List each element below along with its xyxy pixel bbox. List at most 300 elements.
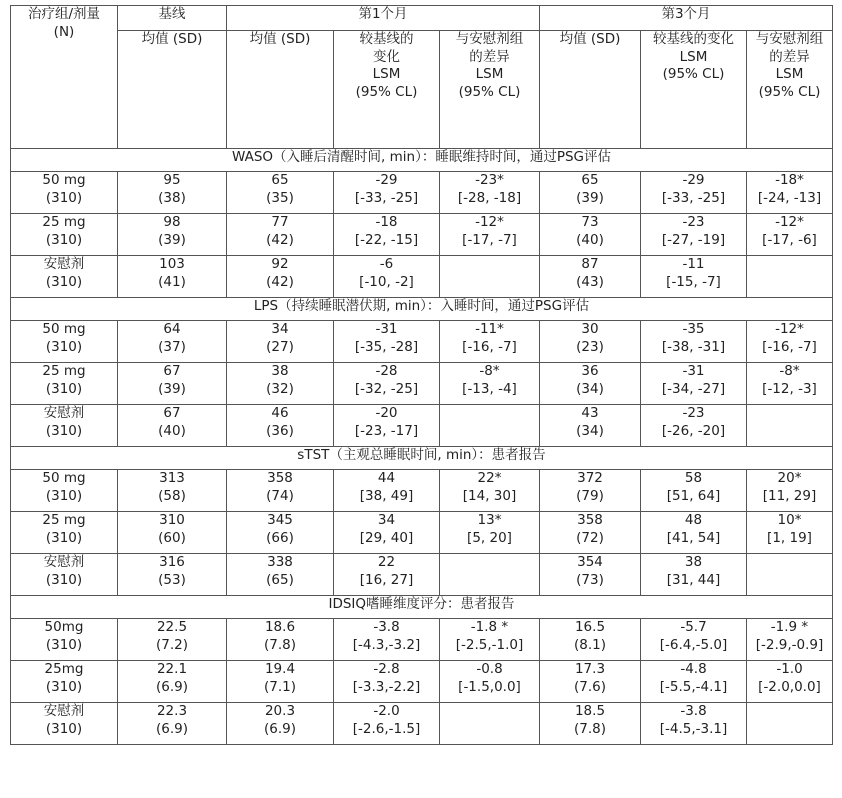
cell-value: -5.7 bbox=[680, 619, 707, 635]
cell-value: -1.8 * bbox=[470, 619, 509, 635]
cell-subvalue: (310) bbox=[45, 273, 83, 290]
cell-subvalue: (58) bbox=[158, 487, 186, 504]
cell-value: 20.3 bbox=[264, 703, 296, 719]
cell-group bbox=[11, 619, 118, 661]
cell-subvalue: (7.2) bbox=[155, 636, 188, 653]
cell-value: 16.5 bbox=[574, 619, 606, 635]
cell-m3-change bbox=[641, 619, 747, 661]
cell-base bbox=[118, 363, 227, 405]
cell-subvalue: [-33, -25] bbox=[354, 189, 419, 206]
cell-subvalue: (310) bbox=[45, 231, 83, 248]
cell-value: 43 bbox=[581, 405, 599, 421]
m3-diff-header: 与安慰剂组 的差异 LSM (95% CL) bbox=[747, 31, 833, 149]
cell-value: 20* bbox=[777, 470, 802, 486]
cell-m3-change bbox=[641, 554, 747, 596]
cell-m1-mean bbox=[227, 554, 334, 596]
cell-value: -8* bbox=[479, 363, 500, 379]
cell-subvalue: (310) bbox=[45, 636, 83, 653]
cell-value: 65 bbox=[581, 172, 599, 188]
cell-value: -29 bbox=[375, 172, 398, 188]
cell-subvalue: [51, 64] bbox=[666, 487, 721, 504]
section-header bbox=[11, 149, 833, 172]
section-title: LPS（持续睡眠潜伏期, min）：入睡时间，通过PSG评估 bbox=[11, 298, 833, 321]
cell-m1-change bbox=[334, 512, 440, 554]
cell-m3-diff bbox=[747, 661, 833, 703]
cell-value: -18 bbox=[375, 214, 398, 230]
cell-base bbox=[118, 703, 227, 745]
cell-value: -0.8 bbox=[476, 661, 503, 677]
cell-subvalue: (8.1) bbox=[573, 636, 606, 653]
cell-m3-diff bbox=[747, 321, 833, 363]
cell-subvalue: (310) bbox=[45, 678, 83, 695]
cell-subvalue: [-28, -18] bbox=[457, 189, 522, 206]
cell-m1-diff bbox=[440, 470, 540, 512]
cell-m3-change bbox=[641, 321, 747, 363]
cell-m3-change bbox=[641, 405, 747, 447]
cell-m1-mean bbox=[227, 405, 334, 447]
cell-base bbox=[118, 661, 227, 703]
cell-base bbox=[118, 256, 227, 298]
cell-subvalue: [-3.3,-2.2] bbox=[352, 678, 421, 695]
cell-subvalue: (39) bbox=[576, 189, 604, 206]
cell-m1-diff bbox=[440, 256, 540, 298]
m1-diff-header: 与安慰剂组 的差异 LSM (95% CL) bbox=[440, 31, 540, 149]
table-row bbox=[11, 470, 833, 512]
cell-m1-diff bbox=[440, 405, 540, 447]
cell-subvalue: (35) bbox=[266, 189, 294, 206]
table-row bbox=[11, 703, 833, 745]
cell-value: 95 bbox=[163, 172, 181, 188]
cell-group bbox=[11, 405, 118, 447]
cell-value: 22.3 bbox=[156, 703, 188, 719]
cell-value: 30 bbox=[581, 321, 599, 337]
cell-m1-change bbox=[334, 470, 440, 512]
cell-value: 22 bbox=[377, 554, 396, 570]
cell-value: 316 bbox=[159, 554, 185, 570]
cell-m1-diff bbox=[440, 554, 540, 596]
cell-subvalue: [1, 19] bbox=[767, 529, 812, 546]
cell-subvalue: [-2.6,-1.5] bbox=[352, 720, 421, 737]
cell-subvalue: (6.9) bbox=[263, 720, 296, 737]
results-table bbox=[10, 5, 833, 745]
cell-subvalue: [38, 49] bbox=[359, 487, 414, 504]
cell-m3-mean bbox=[540, 661, 641, 703]
cell-base bbox=[118, 512, 227, 554]
cell-value: -6 bbox=[379, 256, 394, 272]
cell-subvalue: (72) bbox=[576, 529, 604, 546]
cell-group bbox=[11, 363, 118, 405]
group-dose-header: 治疗组/剂量 (N) bbox=[11, 6, 118, 149]
cell-subvalue: [-6.4,-5.0] bbox=[659, 636, 728, 653]
cell-group bbox=[11, 321, 118, 363]
cell-subvalue: (39) bbox=[158, 380, 186, 397]
cell-value: -29 bbox=[682, 172, 705, 188]
cell-value: -3.8 bbox=[373, 619, 400, 635]
cell-value: 17.3 bbox=[574, 661, 606, 677]
cell-subvalue: [5, 20] bbox=[467, 529, 512, 546]
cell-m3-change bbox=[641, 661, 747, 703]
cell-subvalue: [-16, -7] bbox=[462, 338, 517, 355]
cell-subvalue: (7.6) bbox=[573, 678, 606, 695]
cell-subvalue: (42) bbox=[266, 273, 294, 290]
cell-subvalue: [-1.5,0.0] bbox=[458, 678, 521, 695]
cell-m3-diff bbox=[747, 214, 833, 256]
cell-subvalue: [-12, -3] bbox=[762, 380, 817, 397]
m1-mean-sd-header: 均值 (SD) bbox=[227, 31, 334, 149]
cell-value: 310 bbox=[159, 512, 185, 528]
cell-value: 34 bbox=[271, 321, 289, 337]
cell-base bbox=[118, 214, 227, 256]
cell-subvalue: (40) bbox=[158, 422, 186, 439]
cell-subvalue: [-32, -25] bbox=[354, 380, 419, 397]
cell-m3-mean bbox=[540, 256, 641, 298]
cell-value: 25mg bbox=[44, 661, 84, 677]
cell-value: 44 bbox=[377, 470, 396, 486]
month3-header: 第3个月 bbox=[540, 6, 833, 31]
cell-subvalue: [29, 40] bbox=[359, 529, 414, 546]
cell-value: -12* bbox=[775, 214, 804, 230]
cell-subvalue: [-17, -6] bbox=[762, 231, 817, 248]
cell-subvalue: (38) bbox=[158, 189, 186, 206]
cell-subvalue: [-10, -2] bbox=[359, 273, 414, 290]
cell-value: 92 bbox=[271, 256, 289, 272]
cell-value: 34 bbox=[377, 512, 396, 528]
cell-subvalue: (40) bbox=[576, 231, 604, 248]
cell-subvalue: (74) bbox=[266, 487, 294, 504]
cell-subvalue: [-13, -4] bbox=[462, 380, 517, 397]
cell-subvalue: [-5.5,-4.1] bbox=[659, 678, 728, 695]
cell-subvalue: (41) bbox=[158, 273, 186, 290]
cell-m1-mean bbox=[227, 470, 334, 512]
cell-m1-change bbox=[334, 256, 440, 298]
section-title: IDSIQ嗜睡维度评分：患者报告 bbox=[11, 596, 833, 619]
cell-value: 77 bbox=[271, 214, 289, 230]
cell-m3-mean bbox=[540, 554, 641, 596]
cell-value: 358 bbox=[577, 512, 603, 528]
cell-value: 372 bbox=[577, 470, 603, 486]
cell-group bbox=[11, 470, 118, 512]
cell-m1-change bbox=[334, 214, 440, 256]
table-row bbox=[11, 172, 833, 214]
cell-subvalue: [-2.5,-1.0] bbox=[455, 636, 524, 653]
cell-value: -1.9 * bbox=[770, 619, 809, 635]
cell-subvalue: [-16, -7] bbox=[762, 338, 817, 355]
cell-group bbox=[11, 256, 118, 298]
cell-subvalue: (310) bbox=[45, 487, 83, 504]
cell-m1-diff bbox=[440, 512, 540, 554]
baseline-header: 基线 bbox=[118, 6, 227, 31]
cell-group bbox=[11, 172, 118, 214]
cell-m1-mean bbox=[227, 321, 334, 363]
cell-subvalue: (6.9) bbox=[155, 678, 188, 695]
cell-value: 354 bbox=[577, 554, 603, 570]
cell-subvalue: [14, 30] bbox=[462, 487, 517, 504]
cell-value: 65 bbox=[271, 172, 289, 188]
table-row bbox=[11, 512, 833, 554]
cell-value: -11 bbox=[682, 256, 705, 272]
cell-m3-mean bbox=[540, 172, 641, 214]
cell-subvalue: (310) bbox=[45, 189, 83, 206]
cell-m3-mean bbox=[540, 470, 641, 512]
cell-value: -4.8 bbox=[680, 661, 707, 677]
cell-m1-change bbox=[334, 363, 440, 405]
baseline-mean-sd-header: 均值 (SD) bbox=[118, 31, 227, 149]
cell-base bbox=[118, 619, 227, 661]
cell-value: 安慰剂 bbox=[43, 256, 85, 272]
cell-value: 36 bbox=[581, 363, 599, 379]
cell-m3-change bbox=[641, 703, 747, 745]
cell-subvalue: (60) bbox=[158, 529, 186, 546]
cell-base bbox=[118, 470, 227, 512]
cell-group bbox=[11, 661, 118, 703]
cell-value: 338 bbox=[267, 554, 293, 570]
section-header bbox=[11, 447, 833, 470]
cell-subvalue: (310) bbox=[45, 422, 83, 439]
table-row bbox=[11, 619, 833, 661]
cell-m3-diff bbox=[747, 554, 833, 596]
cell-subvalue: [-38, -31] bbox=[661, 338, 726, 355]
cell-subvalue: (53) bbox=[158, 571, 186, 588]
cell-group bbox=[11, 554, 118, 596]
cell-value: 98 bbox=[163, 214, 181, 230]
cell-m1-diff bbox=[440, 214, 540, 256]
cell-value: 313 bbox=[159, 470, 185, 486]
table-body bbox=[11, 149, 833, 745]
cell-base bbox=[118, 321, 227, 363]
cell-m1-mean bbox=[227, 619, 334, 661]
section-title: sTST（主观总睡眠时间, min）：患者报告 bbox=[11, 447, 833, 470]
cell-m3-mean bbox=[540, 321, 641, 363]
cell-value: -18* bbox=[775, 172, 804, 188]
cell-subvalue: (37) bbox=[158, 338, 186, 355]
cell-value: -23 bbox=[682, 214, 705, 230]
cell-base bbox=[118, 172, 227, 214]
cell-value: 58 bbox=[684, 470, 703, 486]
cell-m3-diff bbox=[747, 703, 833, 745]
cell-base bbox=[118, 405, 227, 447]
cell-subvalue: [-26, -20] bbox=[661, 422, 726, 439]
section-header bbox=[11, 298, 833, 321]
cell-subvalue: (7.8) bbox=[263, 636, 296, 653]
cell-value: 103 bbox=[159, 256, 185, 272]
cell-m1-diff bbox=[440, 172, 540, 214]
cell-m3-mean bbox=[540, 214, 641, 256]
cell-m1-diff bbox=[440, 363, 540, 405]
cell-value: -1.0 bbox=[776, 661, 803, 677]
cell-m1-diff bbox=[440, 619, 540, 661]
cell-value: -11* bbox=[475, 321, 504, 337]
cell-m1-diff bbox=[440, 661, 540, 703]
m3-change-header: 较基线的变化 LSM (95% CL) bbox=[641, 31, 747, 149]
cell-m1-mean bbox=[227, 512, 334, 554]
cell-subvalue: [16, 27] bbox=[359, 571, 414, 588]
cell-m3-diff bbox=[747, 256, 833, 298]
cell-subvalue: [-4.5,-3.1] bbox=[659, 720, 728, 737]
cell-subvalue: [11, 29] bbox=[762, 487, 817, 504]
cell-subvalue: (79) bbox=[576, 487, 604, 504]
cell-value: 38 bbox=[684, 554, 703, 570]
cell-m1-mean bbox=[227, 703, 334, 745]
section-header bbox=[11, 596, 833, 619]
cell-value: -2.8 bbox=[373, 661, 400, 677]
cell-value: 87 bbox=[581, 256, 599, 272]
cell-subvalue: (42) bbox=[266, 231, 294, 248]
cell-subvalue: (34) bbox=[576, 422, 604, 439]
cell-value: 50 mg bbox=[42, 172, 86, 188]
month1-header: 第1个月 bbox=[227, 6, 540, 31]
cell-subvalue: (66) bbox=[266, 529, 294, 546]
cell-m3-change bbox=[641, 363, 747, 405]
cell-value: 22* bbox=[477, 470, 502, 486]
cell-m1-mean bbox=[227, 214, 334, 256]
cell-subvalue: (310) bbox=[45, 720, 83, 737]
cell-subvalue: [-4.3,-3.2] bbox=[352, 636, 421, 653]
cell-value: 18.5 bbox=[574, 703, 606, 719]
cell-group bbox=[11, 214, 118, 256]
cell-subvalue: (34) bbox=[576, 380, 604, 397]
cell-subvalue: [-2.0,0.0] bbox=[758, 678, 821, 695]
table-row bbox=[11, 363, 833, 405]
cell-m3-mean bbox=[540, 512, 641, 554]
cell-subvalue: (23) bbox=[576, 338, 604, 355]
cell-subvalue: (36) bbox=[266, 422, 294, 439]
cell-value: 64 bbox=[163, 321, 181, 337]
cell-value: 46 bbox=[271, 405, 289, 421]
cell-subvalue: [-27, -19] bbox=[661, 231, 726, 248]
cell-value: 安慰剂 bbox=[43, 703, 85, 719]
cell-subvalue: [-15, -7] bbox=[666, 273, 721, 290]
cell-m3-diff bbox=[747, 172, 833, 214]
cell-m1-mean bbox=[227, 172, 334, 214]
cell-m3-change bbox=[641, 172, 747, 214]
cell-value: -28 bbox=[375, 363, 398, 379]
cell-subvalue: [31, 44] bbox=[666, 571, 721, 588]
cell-m3-diff bbox=[747, 512, 833, 554]
cell-subvalue: (43) bbox=[576, 273, 604, 290]
cell-subvalue: (39) bbox=[158, 231, 186, 248]
cell-subvalue: [-33, -25] bbox=[661, 189, 726, 206]
cell-base bbox=[118, 554, 227, 596]
cell-m3-change bbox=[641, 214, 747, 256]
cell-subvalue: (310) bbox=[45, 571, 83, 588]
cell-m1-change bbox=[334, 172, 440, 214]
cell-m3-mean bbox=[540, 619, 641, 661]
cell-subvalue: [-35, -28] bbox=[354, 338, 419, 355]
cell-subvalue: (310) bbox=[45, 338, 83, 355]
table-row bbox=[11, 214, 833, 256]
cell-m3-mean bbox=[540, 363, 641, 405]
cell-subvalue: [41, 54] bbox=[666, 529, 721, 546]
cell-value: 安慰剂 bbox=[43, 405, 85, 421]
cell-value: 安慰剂 bbox=[43, 554, 85, 570]
cell-value: 67 bbox=[163, 405, 181, 421]
cell-value: -8* bbox=[779, 363, 800, 379]
cell-m1-change bbox=[334, 554, 440, 596]
cell-value: -23* bbox=[475, 172, 504, 188]
cell-value: -3.8 bbox=[680, 703, 707, 719]
cell-value: -35 bbox=[682, 321, 705, 337]
cell-m3-diff bbox=[747, 405, 833, 447]
cell-m1-mean bbox=[227, 256, 334, 298]
cell-value: -2.0 bbox=[373, 703, 400, 719]
cell-value: -31 bbox=[375, 321, 398, 337]
cell-subvalue: (27) bbox=[266, 338, 294, 355]
cell-m1-diff bbox=[440, 321, 540, 363]
cell-m1-change bbox=[334, 405, 440, 447]
cell-value: 10* bbox=[777, 512, 802, 528]
table-row bbox=[11, 554, 833, 596]
cell-value: 73 bbox=[581, 214, 599, 230]
cell-group bbox=[11, 512, 118, 554]
cell-value: 25 mg bbox=[42, 363, 86, 379]
cell-m1-change bbox=[334, 661, 440, 703]
m3-mean-sd-header: 均值 (SD) bbox=[540, 31, 641, 149]
cell-value: 50mg bbox=[44, 619, 84, 635]
cell-value: -20 bbox=[375, 405, 398, 421]
cell-subvalue: (32) bbox=[266, 380, 294, 397]
cell-m3-diff bbox=[747, 470, 833, 512]
cell-value: 50 mg bbox=[42, 321, 86, 337]
cell-subvalue: [-22, -15] bbox=[354, 231, 419, 248]
cell-subvalue: (7.8) bbox=[573, 720, 606, 737]
cell-group bbox=[11, 703, 118, 745]
cell-m3-diff bbox=[747, 363, 833, 405]
cell-value: -31 bbox=[682, 363, 705, 379]
cell-value: 358 bbox=[267, 470, 293, 486]
cell-m1-mean bbox=[227, 363, 334, 405]
cell-m1-mean bbox=[227, 661, 334, 703]
table-row bbox=[11, 405, 833, 447]
cell-m3-diff bbox=[747, 619, 833, 661]
cell-m3-change bbox=[641, 512, 747, 554]
cell-value: 19.4 bbox=[264, 661, 296, 677]
cell-subvalue: [-2.9,-0.9] bbox=[755, 636, 824, 653]
cell-value: 22.5 bbox=[156, 619, 188, 635]
cell-subvalue: (310) bbox=[45, 529, 83, 546]
cell-m3-change bbox=[641, 470, 747, 512]
cell-subvalue: [-17, -7] bbox=[462, 231, 517, 248]
cell-subvalue: [-24, -13] bbox=[757, 189, 822, 206]
cell-subvalue: (65) bbox=[266, 571, 294, 588]
cell-m1-diff bbox=[440, 703, 540, 745]
cell-subvalue: (73) bbox=[576, 571, 604, 588]
cell-subvalue: (7.1) bbox=[263, 678, 296, 695]
cell-subvalue: (310) bbox=[45, 380, 83, 397]
section-title: WASO（入睡后清醒时间, min）：睡眠维持时间，通过PSG评估 bbox=[11, 149, 833, 172]
cell-m3-change bbox=[641, 256, 747, 298]
cell-value: 345 bbox=[267, 512, 293, 528]
cell-m1-change bbox=[334, 321, 440, 363]
cell-m1-change bbox=[334, 619, 440, 661]
cell-subvalue: (6.9) bbox=[155, 720, 188, 737]
cell-value: 67 bbox=[163, 363, 181, 379]
cell-m1-change bbox=[334, 703, 440, 745]
cell-value: 18.6 bbox=[264, 619, 296, 635]
cell-value: 50 mg bbox=[42, 470, 86, 486]
cell-subvalue: [-34, -27] bbox=[661, 380, 726, 397]
cell-m3-mean bbox=[540, 405, 641, 447]
table-row bbox=[11, 661, 833, 703]
cell-value: 25 mg bbox=[42, 214, 86, 230]
table-row bbox=[11, 321, 833, 363]
table-row bbox=[11, 256, 833, 298]
cell-value: 22.1 bbox=[156, 661, 188, 677]
cell-value: -12* bbox=[775, 321, 804, 337]
cell-value: 13* bbox=[477, 512, 502, 528]
cell-value: -12* bbox=[475, 214, 504, 230]
m1-change-header: 较基线的 变化 LSM (95% CL) bbox=[334, 31, 440, 149]
cell-value: 48 bbox=[684, 512, 703, 528]
